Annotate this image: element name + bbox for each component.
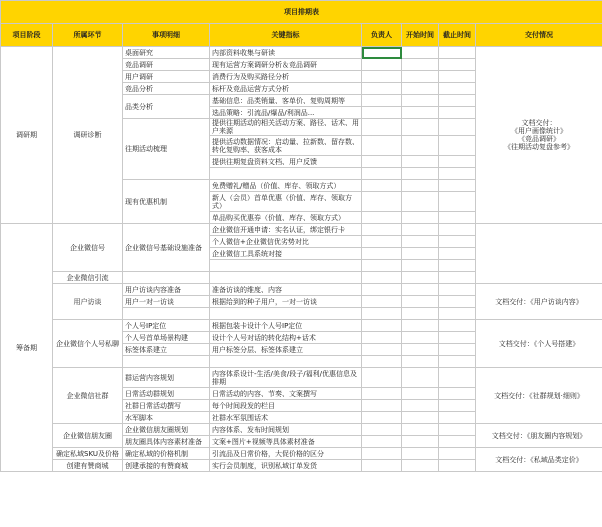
end-time-cell[interactable] <box>439 320 476 332</box>
owner-cell[interactable] <box>362 168 402 180</box>
segment-cell[interactable]: 企业微信号 <box>53 224 123 272</box>
segment-cell[interactable]: 用户访谈 <box>53 284 123 320</box>
owner-cell[interactable] <box>362 448 402 460</box>
start-time-cell[interactable] <box>402 424 439 436</box>
start-time-cell[interactable] <box>402 236 439 248</box>
owner-cell[interactable] <box>362 119 402 136</box>
end-time-cell[interactable] <box>439 192 476 212</box>
kpi-cell[interactable] <box>210 260 362 272</box>
owner-cell[interactable] <box>362 59 402 71</box>
item-cell[interactable]: 竞品分析 <box>123 83 210 95</box>
item-cell[interactable]: 用户访谈内容准备 <box>123 284 210 296</box>
segment-cell[interactable]: 确定私域SKU及价格 <box>53 448 123 460</box>
end-time-cell[interactable] <box>439 136 476 156</box>
end-time-cell[interactable] <box>439 356 476 368</box>
end-time-cell[interactable] <box>439 260 476 272</box>
owner-cell[interactable] <box>362 296 402 308</box>
kpi-cell[interactable]: 日常活动的内容、节奏、文案撰写 <box>210 388 362 400</box>
stage-cell[interactable]: 调研期 <box>1 47 53 224</box>
kpi-cell[interactable]: 引流品及日常价格，大促价格的区分 <box>210 448 362 460</box>
segment-cell[interactable]: 企业微信朋友圈 <box>53 424 123 448</box>
owner-cell[interactable] <box>362 47 402 59</box>
end-time-cell[interactable] <box>439 296 476 308</box>
end-time-cell[interactable] <box>439 224 476 236</box>
item-cell[interactable]: 竞品调研 <box>123 59 210 71</box>
kpi-cell[interactable]: 用户标签分层、标签体系建立 <box>210 344 362 356</box>
item-cell[interactable]: 现有优惠机制 <box>123 180 210 224</box>
owner-cell[interactable] <box>362 308 402 320</box>
owner-cell[interactable] <box>362 460 402 472</box>
start-time-cell[interactable] <box>402 119 439 136</box>
end-time-cell[interactable] <box>439 236 476 248</box>
start-time-cell[interactable] <box>402 368 439 388</box>
kpi-cell[interactable]: 个人微信+企业微信优劣势对比 <box>210 236 362 248</box>
item-cell[interactable]: 企业微信朋友圈规划 <box>123 424 210 436</box>
owner-cell[interactable] <box>362 368 402 388</box>
owner-cell[interactable] <box>362 284 402 296</box>
segment-cell[interactable]: 创建有赞商城 <box>53 460 123 472</box>
start-time-cell[interactable] <box>402 71 439 83</box>
table-row <box>1 424 602 436</box>
end-time-cell[interactable] <box>439 83 476 95</box>
owner-cell[interactable] <box>362 424 402 436</box>
item-cell[interactable]: 桌面研究 <box>123 47 210 59</box>
item-cell[interactable]: 用户一对一访谈 <box>123 296 210 308</box>
item-cell[interactable]: 个人号IP定位 <box>123 320 210 332</box>
owner-cell[interactable] <box>362 412 402 424</box>
item-cell[interactable]: 日常活动群规划 <box>123 388 210 400</box>
start-time-cell[interactable] <box>402 460 439 472</box>
owner-cell[interactable] <box>362 248 402 260</box>
start-time-cell[interactable] <box>402 356 439 368</box>
end-time-cell[interactable] <box>439 284 476 296</box>
start-time-cell[interactable] <box>402 320 439 332</box>
deliverable-cell[interactable]: 文档交付： 《用户画像统计》 《竞品调研》 《往期活动复盘参考》 <box>476 47 602 224</box>
kpi-cell[interactable]: 消费行为及购买路径分析 <box>210 71 362 83</box>
kpi-cell[interactable]: 社群水军氛围话术 <box>210 412 362 424</box>
end-time-cell[interactable] <box>439 332 476 344</box>
start-time-cell[interactable] <box>402 388 439 400</box>
end-time-cell[interactable] <box>439 180 476 192</box>
owner-cell[interactable] <box>362 180 402 192</box>
table-row <box>1 224 602 236</box>
kpi-cell[interactable]: 根据包装卡设计个人号IP定位 <box>210 320 362 332</box>
start-time-cell[interactable] <box>402 95 439 107</box>
segment-cell[interactable]: 企业微信个人号私聊 <box>53 320 123 368</box>
item-cell[interactable]: 往期活动梳理 <box>123 119 210 180</box>
table-row <box>1 284 602 296</box>
owner-cell[interactable] <box>362 71 402 83</box>
start-time-cell[interactable] <box>402 136 439 156</box>
item-cell[interactable]: 创建承接的有赞商城 <box>123 460 210 472</box>
owner-cell[interactable] <box>362 356 402 368</box>
kpi-cell[interactable] <box>210 308 362 320</box>
owner-cell[interactable] <box>362 107 402 119</box>
owner-cell[interactable] <box>362 272 402 284</box>
owner-cell[interactable] <box>362 83 402 95</box>
column-header[interactable]: 关键指标 <box>210 24 362 47</box>
end-time-cell[interactable] <box>439 107 476 119</box>
start-time-cell[interactable] <box>402 47 439 59</box>
end-time-cell[interactable] <box>439 308 476 320</box>
column-header[interactable]: 截止时间 <box>439 24 476 47</box>
item-cell[interactable]: 群运营内容规划 <box>123 368 210 388</box>
start-time-cell[interactable] <box>402 83 439 95</box>
item-cell[interactable] <box>123 272 210 284</box>
kpi-cell[interactable]: 内容体系设计-生活/美食/段子/福利/优惠信息及排期 <box>210 368 362 388</box>
item-cell[interactable]: 标签体系建立 <box>123 344 210 356</box>
end-time-cell[interactable] <box>439 95 476 107</box>
end-time-cell[interactable] <box>439 272 476 284</box>
deliverable-cell[interactable]: 文档交付：《个人号搭建》 <box>476 320 602 368</box>
kpi-cell[interactable]: 根据给到的种子用户，一对一访谈 <box>210 296 362 308</box>
start-time-cell[interactable] <box>402 212 439 224</box>
owner-cell[interactable] <box>362 156 402 168</box>
kpi-cell[interactable]: 提供往期活动的相关活动方案、路径、话术、用户来源 <box>210 119 362 136</box>
owner-cell[interactable] <box>362 212 402 224</box>
end-time-cell[interactable] <box>439 344 476 356</box>
start-time-cell[interactable] <box>402 248 439 260</box>
end-time-cell[interactable] <box>439 71 476 83</box>
end-time-cell[interactable] <box>439 212 476 224</box>
deliverable-cell[interactable]: 文档交付：《朋友圈内容规划》 <box>476 424 602 448</box>
item-cell[interactable]: 朋友圈具体内容素材准备 <box>123 436 210 448</box>
kpi-cell[interactable]: 现有运营方案调研分析＆竞品调研 <box>210 59 362 71</box>
start-time-cell[interactable] <box>402 107 439 119</box>
kpi-cell[interactable]: 文案+图片+视频等具体素材准备 <box>210 436 362 448</box>
deliverable-cell[interactable] <box>476 224 602 284</box>
end-time-cell[interactable] <box>439 448 476 460</box>
kpi-cell[interactable]: 实行会员制度，识别私域订单发货 <box>210 460 362 472</box>
item-cell[interactable]: 企业微信号基础设施准备 <box>123 224 210 272</box>
item-cell[interactable] <box>123 356 210 368</box>
kpi-cell[interactable]: 每个时间段发的栏目 <box>210 400 362 412</box>
end-time-cell[interactable] <box>439 119 476 136</box>
segment-cell[interactable]: 企业微信社群 <box>53 368 123 424</box>
column-header[interactable]: 项目阶段 <box>1 24 53 47</box>
owner-cell[interactable] <box>362 95 402 107</box>
kpi-cell[interactable]: 提供往期复盘资料文档、用户反馈 <box>210 156 362 168</box>
table-row <box>1 47 602 59</box>
item-cell[interactable]: 用户调研 <box>123 71 210 83</box>
kpi-cell[interactable]: 单品购买优惠券（价值、库存、领取方式） <box>210 212 362 224</box>
kpi-cell[interactable] <box>210 168 362 180</box>
kpi-cell[interactable]: 企业微信开通申请：实名认证，绑定银行卡 <box>210 224 362 236</box>
table-row <box>1 368 602 388</box>
item-cell[interactable]: 品类分析 <box>123 95 210 119</box>
owner-cell[interactable] <box>362 236 402 248</box>
owner-cell[interactable] <box>362 332 402 344</box>
deliverable-cell[interactable]: 文档交付：《社群规划·细则》 <box>476 368 602 424</box>
item-cell[interactable]: 社群日常活动撰写 <box>123 400 210 412</box>
start-time-cell[interactable] <box>402 436 439 448</box>
start-time-cell[interactable] <box>402 344 439 356</box>
start-time-cell[interactable] <box>402 272 439 284</box>
owner-cell[interactable] <box>362 436 402 448</box>
start-time-cell[interactable] <box>402 448 439 460</box>
kpi-cell[interactable] <box>210 272 362 284</box>
start-time-cell[interactable] <box>402 412 439 424</box>
item-cell[interactable]: 水军脚本 <box>123 412 210 424</box>
kpi-cell[interactable]: 内容体系、发布时间规划 <box>210 424 362 436</box>
item-cell[interactable]: 个人号首单场景构建 <box>123 332 210 344</box>
kpi-cell[interactable]: 选品策略：引流品/爆品/利润品... <box>210 107 362 119</box>
end-time-cell[interactable] <box>439 436 476 448</box>
start-time-cell[interactable] <box>402 168 439 180</box>
kpi-cell[interactable]: 提供活动数据情况：启动量、拉新数、留存数、转化复购率、获客成本 <box>210 136 362 156</box>
end-time-cell[interactable] <box>439 412 476 424</box>
kpi-cell[interactable] <box>210 356 362 368</box>
end-time-cell[interactable] <box>439 368 476 388</box>
owner-cell[interactable] <box>362 320 402 332</box>
start-time-cell[interactable] <box>402 59 439 71</box>
start-time-cell[interactable] <box>402 192 439 212</box>
start-time-cell[interactable] <box>402 308 439 320</box>
table-row <box>1 320 602 332</box>
end-time-cell[interactable] <box>439 460 476 472</box>
start-time-cell[interactable] <box>402 180 439 192</box>
segment-cell[interactable]: 调研诊断 <box>53 47 123 224</box>
start-time-cell[interactable] <box>402 400 439 412</box>
end-time-cell[interactable] <box>439 156 476 168</box>
start-time-cell[interactable] <box>402 332 439 344</box>
end-time-cell[interactable] <box>439 47 476 59</box>
owner-cell[interactable] <box>362 344 402 356</box>
table-row <box>1 448 602 460</box>
owner-cell[interactable] <box>362 192 402 212</box>
kpi-cell[interactable]: 企业微信工具系统对接 <box>210 248 362 260</box>
column-header[interactable]: 开始时间 <box>402 24 439 47</box>
deliverable-cell[interactable]: 文档交付：《用户访谈内容》 <box>476 284 602 320</box>
start-time-cell[interactable] <box>402 260 439 272</box>
owner-cell[interactable] <box>362 260 402 272</box>
kpi-cell[interactable]: 设计个人号对话的转化结构+话术 <box>210 332 362 344</box>
start-time-cell[interactable] <box>402 284 439 296</box>
kpi-cell[interactable]: 新人（会员）首单优惠（价值、库存、领取方式） <box>210 192 362 212</box>
table-title: 项目排期表 <box>1 1 602 24</box>
end-time-cell[interactable] <box>439 424 476 436</box>
column-header[interactable]: 所属环节 <box>53 24 123 47</box>
kpi-cell[interactable]: 内部资料收集与研读 <box>210 47 362 59</box>
owner-cell[interactable] <box>362 136 402 156</box>
end-time-cell[interactable] <box>439 388 476 400</box>
stage-cell[interactable]: 筹备期 <box>1 224 53 472</box>
kpi-cell[interactable]: 标杆及竞品运营方式分析 <box>210 83 362 95</box>
end-time-cell[interactable] <box>439 168 476 180</box>
column-header[interactable]: 事项明细 <box>123 24 210 47</box>
kpi-cell[interactable]: 免费赠礼/赠品（价值、库存、领取方式） <box>210 180 362 192</box>
deliverable-cell[interactable]: 文档交付：《私域品类定价》 <box>476 448 602 472</box>
item-cell[interactable] <box>123 308 210 320</box>
segment-cell[interactable]: 企业微信引流 <box>53 272 123 284</box>
kpi-cell[interactable]: 基础信息：品类销量、客单价、复购周期等 <box>210 95 362 107</box>
start-time-cell[interactable] <box>402 296 439 308</box>
end-time-cell[interactable] <box>439 248 476 260</box>
end-time-cell[interactable] <box>439 59 476 71</box>
item-cell[interactable]: 确定私域的价格机制 <box>123 448 210 460</box>
owner-cell[interactable] <box>362 224 402 236</box>
end-time-cell[interactable] <box>439 400 476 412</box>
column-header[interactable]: 负责人 <box>362 24 402 47</box>
owner-cell[interactable] <box>362 388 402 400</box>
kpi-cell[interactable]: 准备访谈的维度、内容 <box>210 284 362 296</box>
owner-cell[interactable] <box>362 400 402 412</box>
start-time-cell[interactable] <box>402 224 439 236</box>
start-time-cell[interactable] <box>402 156 439 168</box>
column-header[interactable]: 交付情况 <box>476 24 602 47</box>
